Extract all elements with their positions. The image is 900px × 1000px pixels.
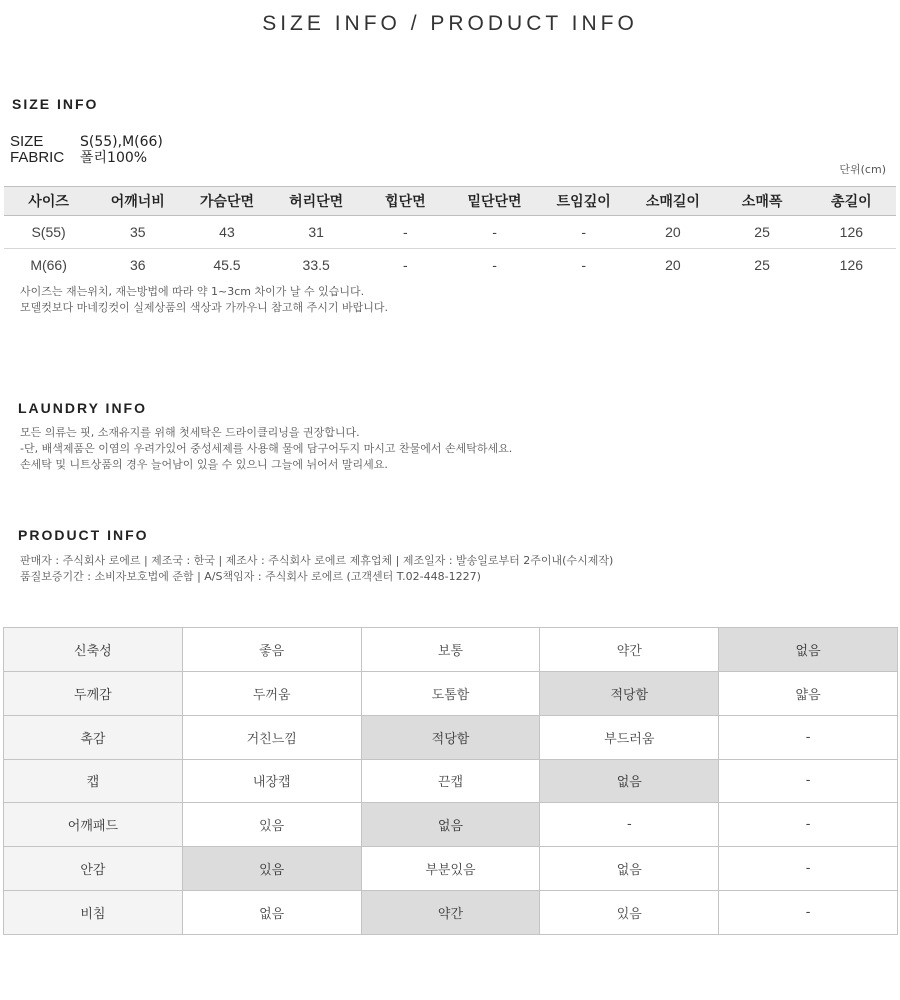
spec-option: 얇음 — [719, 671, 898, 715]
size-table-header: 가슴단면 — [182, 187, 271, 216]
spec-label: 촉감 — [4, 715, 183, 759]
fabric-spec-table — [3, 627, 898, 935]
size-table-cell: M(66) — [30, 257, 67, 273]
size-table-row — [4, 249, 896, 282]
size-table-cell: 31 — [272, 216, 361, 249]
spec-option: 내장캡 — [182, 759, 361, 803]
spec-row-see-through — [4, 891, 898, 935]
size-table-cell: 33.5 — [302, 257, 330, 273]
spec-option: 약간 — [361, 891, 540, 935]
spec-option: 없음 — [540, 847, 719, 891]
size-label: SIZE — [10, 133, 44, 150]
size-table-cell: - — [450, 216, 539, 249]
spec-option: 도톰함 — [361, 671, 540, 715]
laundry-line: -단, 배색제품은 이염의 우려가있어 중성세제를 사용해 물에 담구어두지 마시고 찬물에서 손세탁하세요. — [20, 442, 513, 455]
size-table-cell: 20 — [665, 257, 681, 273]
spec-option: - — [719, 803, 898, 847]
size-table-cell: 126 — [839, 257, 864, 273]
size-table-header: 힙단면 — [361, 187, 450, 216]
size-table-header: 어깨너비 — [93, 187, 182, 216]
spec-option: 끈캡 — [361, 759, 540, 803]
spec-option: 두꺼움 — [182, 671, 361, 715]
size-notes — [20, 284, 388, 316]
spec-row-cup — [4, 759, 898, 803]
size-table-cell: - — [581, 257, 587, 273]
laundry-line: 모든 의류는 핏, 소재유지를 위해 첫세탁은 드라이클리닝을 권장합니다. — [20, 426, 360, 439]
spec-option: - — [540, 803, 719, 847]
size-note-line: 사이즈는 재는위치, 재는방법에 따라 약 1~3cm 차이가 날 수 있습니다. — [20, 285, 365, 298]
size-table-cell: S(55) — [4, 216, 93, 249]
spec-option: - — [719, 715, 898, 759]
spec-row-lining — [4, 847, 898, 891]
size-table-row — [4, 216, 896, 249]
laundry-info-heading: LAUNDRY INFO — [18, 400, 147, 416]
fabric-label: FABRIC — [10, 149, 65, 166]
size-table-cell: - — [361, 216, 450, 249]
size-table-header: 소매길이 — [628, 187, 717, 216]
size-table-cell: 43 — [182, 216, 271, 249]
size-info-heading: SIZE INFO — [12, 96, 99, 112]
spec-option: 보통 — [361, 628, 540, 672]
spec-option: - — [719, 891, 898, 935]
size-table-cell: 36 — [129, 257, 146, 273]
size-table-header: 사이즈 — [4, 187, 93, 216]
size-table-cell: 25 — [754, 257, 770, 273]
size-table-header: 총길이 — [807, 187, 896, 216]
spec-row-thickness — [4, 671, 898, 715]
spec-option: 없음 — [182, 891, 361, 935]
size-note-line: 모델컷보다 마네킹컷이 실제상품의 색상과 가까우니 참고해 주시기 바랍니다. — [20, 301, 389, 314]
spec-option: 적당함 — [540, 671, 719, 715]
size-table-header: 밑단단면 — [450, 187, 539, 216]
product-info-text — [20, 553, 613, 585]
size-table-cell: 20 — [628, 216, 717, 249]
spec-option: 없음 — [540, 759, 719, 803]
spec-option: 없음 — [361, 803, 540, 847]
size-table-header: 허리단면 — [272, 187, 361, 216]
laundry-line: 손세탁 및 니트상품의 경우 늘어남이 있을 수 있으니 그늘에 뉘어서 말리세요. — [20, 458, 388, 471]
spec-label: 어깨패드 — [4, 803, 183, 847]
size-table-cell: 45.5 — [213, 257, 241, 273]
spec-option: 부드러움 — [540, 715, 719, 759]
spec-label: 안감 — [4, 847, 183, 891]
size-table-header: 소매폭 — [718, 187, 807, 216]
laundry-info-text — [20, 425, 512, 473]
size-table-cell: 35 — [93, 216, 182, 249]
spec-option: 부분있음 — [361, 847, 540, 891]
fabric-value: 폴리100% — [80, 150, 148, 166]
spec-option: - — [719, 759, 898, 803]
product-info-line: 품질보증기간 : 소비자보호법에 준함 | A/S책임자 : 주식회사 로에르 (고객센터 T.02-448-1227) — [20, 570, 481, 583]
spec-option: 약간 — [540, 628, 719, 672]
spec-option: 좋음 — [182, 628, 361, 672]
spec-label: 비침 — [4, 891, 183, 935]
spec-option: 없음 — [719, 628, 898, 672]
size-value: S(55),M(66) — [80, 134, 163, 150]
spec-option: 있음 — [182, 847, 361, 891]
page-title: SIZE INFO / PRODUCT INFO — [262, 12, 638, 35]
size-table — [4, 186, 896, 281]
spec-row-texture — [4, 715, 898, 759]
size-table-cell: - — [403, 257, 408, 273]
product-info-heading: PRODUCT INFO — [18, 527, 149, 543]
spec-option: 있음 — [182, 803, 361, 847]
spec-option: 있음 — [540, 891, 719, 935]
spec-option: - — [719, 847, 898, 891]
size-table-header: 트임깊이 — [539, 187, 628, 216]
spec-option: 적당함 — [361, 715, 540, 759]
spec-label: 신축성 — [4, 628, 183, 672]
size-table-cell: 126 — [807, 216, 896, 249]
product-info-line: 판매자 : 주식회사 로에르 | 제조국 : 한국 | 제조사 : 주식회사 로에르 제휴업체 | 제조일자 : 발송일로부터 2주이내(수시제작) — [20, 554, 614, 567]
spec-row-shoulder-pad — [4, 803, 898, 847]
size-table-header-row — [4, 187, 896, 216]
size-table-cell: 25 — [718, 216, 807, 249]
size-table-cell: - — [539, 216, 628, 249]
size-table-cell: - — [492, 257, 497, 273]
spec-label: 두께감 — [4, 671, 183, 715]
unit-label: 단위(cm) — [839, 163, 886, 176]
spec-option: 거친느낌 — [182, 715, 361, 759]
spec-row-stretch — [4, 628, 898, 672]
product-meta — [10, 134, 163, 166]
spec-label: 캡 — [4, 759, 183, 803]
